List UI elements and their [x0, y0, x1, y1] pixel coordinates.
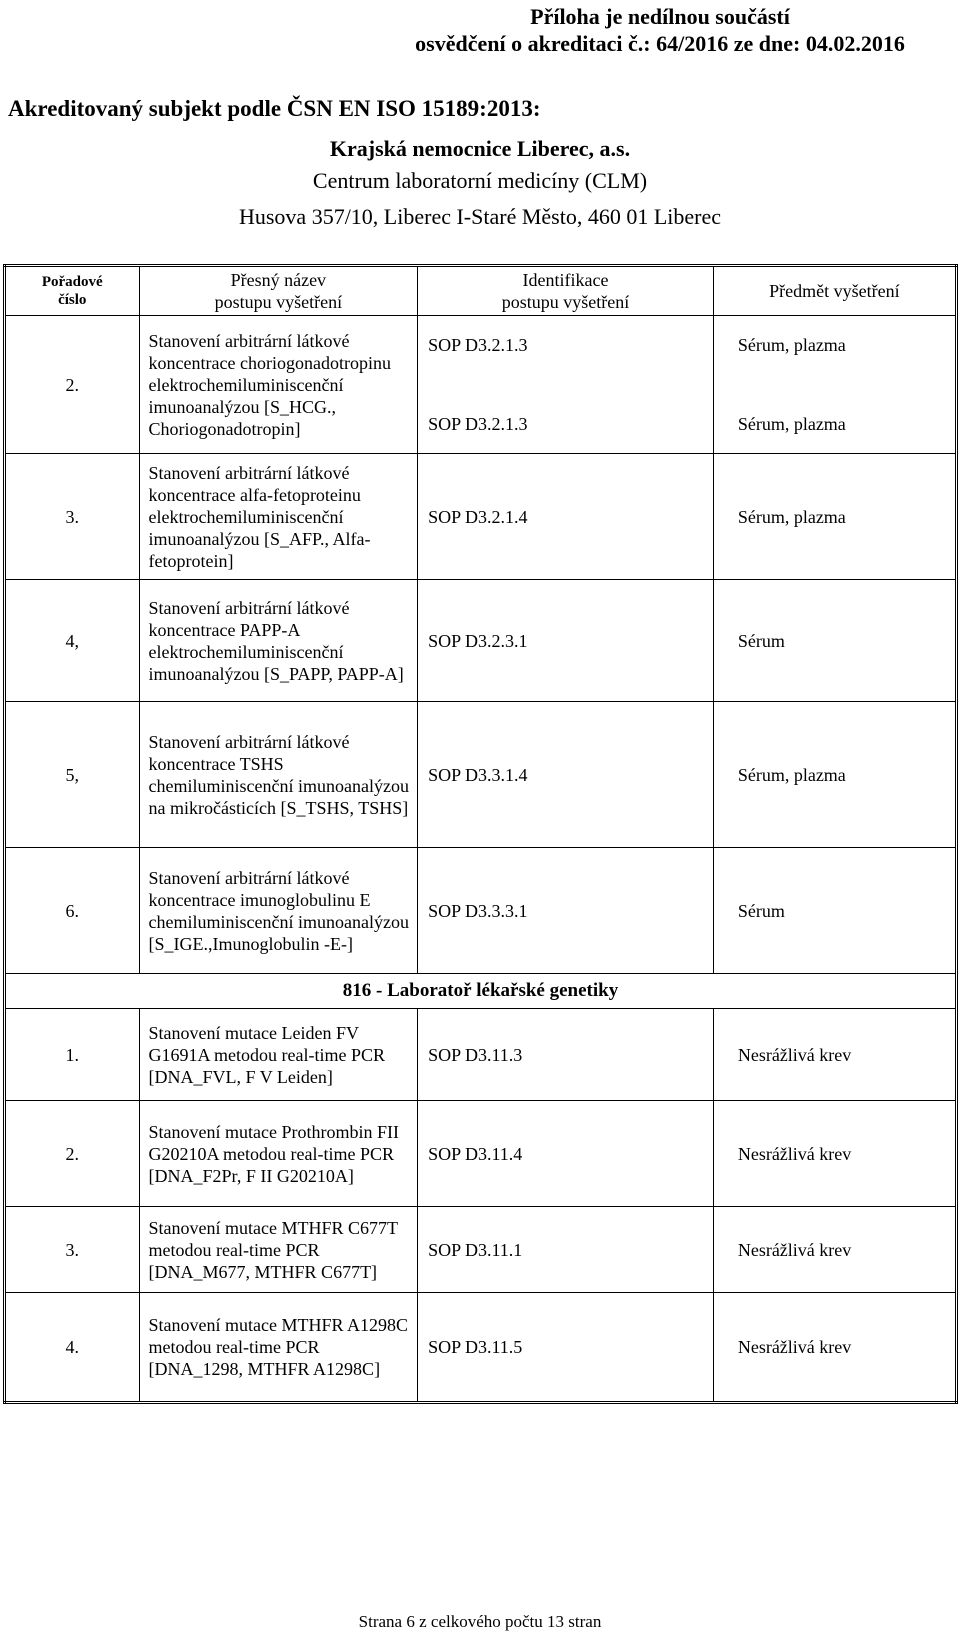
row-sop-id: SOP D3.3.1.4	[418, 702, 714, 848]
header-number	[5, 266, 140, 316]
row-procedure-name: Stanovení arbitrární látkové koncentrace alfa-fetoproteinu elektrochemiluminiscenční imunoanalýzou [S_AFP., Alfa-fetoprotein]	[139, 454, 418, 580]
row-subject-cell	[713, 316, 956, 454]
table-row	[5, 1207, 957, 1293]
row-procedure-name: Stanovení arbitrární látkové koncentrace choriogonadotropinu elektrochemiluminiscenční imunoanalýzou [S_HCG., Choriogonadotropin]	[139, 316, 418, 454]
row-procedure-name: Stanovení mutace Prothrombin FII G20210A metodou real-time PCR [DNA_F2Pr, F II G20210A]	[139, 1101, 418, 1207]
header-number-line1: Pořadové	[41, 274, 103, 290]
row-number: 4.	[5, 1293, 140, 1403]
row-subject: Nesrážlivá krev	[713, 1009, 956, 1101]
row-subject: Nesrážlivá krev	[713, 1207, 956, 1293]
table-row	[5, 580, 957, 702]
organization-address: Husova 357/10, Liberec I-Staré Město, 460 01 Liberec	[238, 204, 722, 229]
row-sop-id: SOP D3.3.3.1	[418, 848, 714, 974]
header-id-line2: postupu vyšetření	[501, 292, 630, 312]
header-number-line2: číslo	[58, 292, 87, 308]
row-subject: Nesrážlivá krev	[713, 1293, 956, 1403]
table-row	[5, 316, 957, 454]
header-name	[139, 266, 418, 316]
row-sop-id: SOP D3.11.4	[418, 1101, 714, 1207]
row-number: 2.	[5, 316, 140, 454]
row-subject: Sérum, plazma	[737, 335, 846, 355]
row-procedure-name: Stanovení mutace Leiden FV G1691A metodou real-time PCR [DNA_FVL, F V Leiden]	[139, 1009, 418, 1101]
header-subject: Předmět vyšetření	[713, 266, 956, 316]
table-row	[5, 702, 957, 848]
row-procedure-name: Stanovení arbitrární látkové koncentrace imunoglobulinu E chemiluminiscenční imunoanalýzou [S_IGE.,Imunoglobulin -E-]	[139, 848, 418, 974]
row-procedure-name: Stanovení mutace MTHFR C677T metodou real-time PCR [DNA_M677, MTHFR C677T]	[139, 1207, 418, 1293]
organization-name: Krajská nemocnice Liberec, a.s.	[329, 136, 631, 161]
row-procedure-name: Stanovení arbitrární látkové koncentrace PAPP-A elektrochemiluminiscenční imunoanalýzou [S_PAPP, PAPP-A]	[139, 580, 418, 702]
row-sop-id: SOP D3.11.5	[418, 1293, 714, 1403]
row-sop-id: SOP D3.2.1.3	[428, 335, 528, 355]
row-sop-id: SOP D3.11.3	[418, 1009, 714, 1101]
table-header-row	[5, 266, 957, 316]
table-row	[5, 1101, 957, 1207]
table-row	[5, 848, 957, 974]
section-title: 816 - Laboratoř lékařské genetiky	[5, 974, 957, 1009]
table-row	[5, 1293, 957, 1403]
header-identification	[418, 266, 714, 316]
row-subject: Sérum, plazma	[737, 414, 846, 434]
annex-certificate-line: osvědčení o akreditaci č.: 64/2016 ze dne: 04.02.2016	[415, 31, 905, 56]
department-name: Centrum laboratorní medicíny (CLM)	[312, 168, 648, 193]
header-id-line1: Identifikace	[522, 270, 609, 290]
page-footer: Strana 6 z celkového počtu 13 stran	[358, 1612, 602, 1631]
row-number: 2.	[5, 1101, 140, 1207]
header-name-line2: postupu vyšetření	[214, 292, 343, 312]
row-subject: Sérum	[713, 580, 956, 702]
row-sop-id: SOP D3.2.3.1	[418, 580, 714, 702]
row-procedure-name: Stanovení arbitrární látkové koncentrace TSHS chemiluminiscenční imunoanalýzou na mikročásticích [S_TSHS, TSHS]	[139, 702, 418, 848]
row-subject: Sérum, plazma	[713, 454, 956, 580]
row-sop-id: SOP D3.11.1	[418, 1207, 714, 1293]
row-number: 3.	[5, 454, 140, 580]
table-row	[5, 1009, 957, 1101]
row-subject: Sérum, plazma	[713, 702, 956, 848]
row-number: 3.	[5, 1207, 140, 1293]
row-number: 6.	[5, 848, 140, 974]
accredited-subject-heading: Akreditovaný subjekt podle ČSN EN ISO 15189:2013:	[8, 96, 541, 121]
annex-title: Příloha je nedílnou součástí	[530, 4, 790, 29]
row-subject: Nesrážlivá krev	[713, 1101, 956, 1207]
section-heading-row	[5, 974, 957, 1009]
accreditation-table	[3, 264, 958, 1404]
row-procedure-name: Stanovení mutace MTHFR A1298C metodou real-time PCR [DNA_1298, MTHFR A1298C]	[139, 1293, 418, 1403]
row-sop-id: SOP D3.2.1.4	[418, 454, 714, 580]
row-number: 4,	[5, 580, 140, 702]
row-sop-id: SOP D3.2.1.3	[428, 414, 528, 434]
table-row	[5, 454, 957, 580]
row-number: 1.	[5, 1009, 140, 1101]
header-name-line1: Přesný název	[230, 270, 327, 290]
row-sop-cell	[418, 316, 714, 454]
row-number: 5,	[5, 702, 140, 848]
row-subject: Sérum	[713, 848, 956, 974]
